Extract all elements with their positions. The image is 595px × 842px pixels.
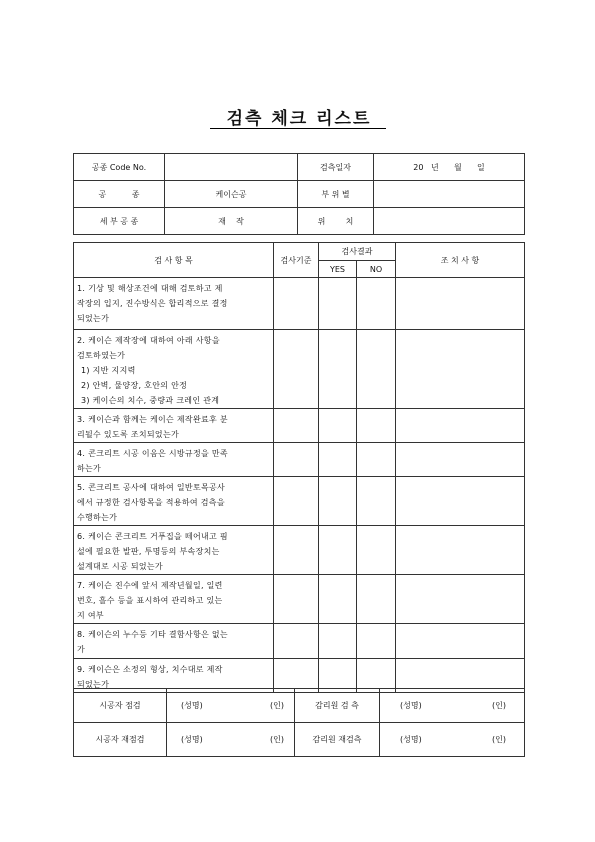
checklist-item-line: 지 여부 — [77, 611, 104, 620]
no-cell[interactable] — [357, 624, 396, 659]
checklist-item — [74, 409, 274, 443]
standard-cell[interactable] — [274, 624, 319, 659]
work-label — [74, 181, 165, 208]
yes-cell[interactable] — [319, 409, 357, 443]
standard-cell[interactable] — [274, 443, 319, 477]
seal: (인) — [492, 735, 506, 744]
checklist-row — [74, 278, 525, 330]
work-value[interactable]: 케이슨공 — [165, 181, 298, 208]
header-result: 검사결과 — [319, 243, 396, 261]
checklist-item-line: 9. 케이슨은 소정의 형상, 치수대로 제작 — [77, 665, 223, 674]
checklist-item-line: 검토하였는가 — [77, 351, 126, 360]
part-value[interactable] — [374, 181, 525, 208]
checklist-item-line: 되었는가 — [77, 314, 110, 323]
contractor-recheck-sign[interactable] — [167, 723, 295, 757]
header-action: 조 치 사 항 — [396, 243, 525, 278]
sign-table — [73, 688, 525, 757]
no-cell[interactable] — [357, 477, 396, 526]
checklist-item-line: 번호, 흘수 등을 표시하여 관리하고 있는 — [77, 596, 223, 605]
checklist-header-row — [74, 243, 525, 261]
no-cell[interactable] — [357, 409, 396, 443]
standard-cell[interactable] — [274, 575, 319, 624]
sign-name: (성명) — [181, 701, 203, 710]
contractor-check-sign[interactable] — [167, 689, 295, 723]
supervisor-reinspect-label: 감리원 재검측 — [295, 723, 380, 757]
info-table — [73, 153, 525, 235]
checklist-item-line: 설에 필요한 발판, 투명등의 부속장치는 — [77, 547, 220, 556]
header-no: NO — [357, 261, 396, 278]
action-cell[interactable] — [396, 330, 525, 409]
action-cell[interactable] — [396, 624, 525, 659]
checklist-item-line: 되었는가 — [77, 680, 110, 689]
yes-cell[interactable] — [319, 575, 357, 624]
no-cell[interactable] — [357, 278, 396, 330]
action-cell[interactable] — [396, 526, 525, 575]
standard-cell[interactable] — [274, 526, 319, 575]
checklist-item — [74, 278, 274, 330]
sign-row-2 — [74, 723, 525, 757]
checklist-item-line: 2. 케이슨 제작장에 대하여 아래 사항을 — [77, 336, 220, 345]
checklist-item-line: 6. 케이슨 콘크리트 거푸집을 떼어내고 핌 — [77, 532, 228, 541]
checklist-item-line: 1. 기상 및 해상조건에 대해 검토하고 제 — [77, 284, 223, 293]
sign-name: (성명) — [400, 701, 422, 710]
checklist-item-line: 리될수 있도록 조치되었는가 — [77, 430, 180, 439]
checklist-item-line: 5. 콘크리트 공사에 대하여 일반토목공사 — [77, 483, 226, 492]
no-cell[interactable] — [357, 526, 396, 575]
yes-cell[interactable] — [319, 624, 357, 659]
checklist-item — [74, 477, 274, 526]
contractor-recheck-label: 시공자 재점검 — [74, 723, 167, 757]
no-cell[interactable] — [357, 443, 396, 477]
info-row-work — [74, 181, 525, 208]
location-label-text: 위 치 — [317, 216, 354, 226]
detail-value-text: 재 작 — [218, 216, 244, 226]
date-value-text: 20 년 월 일 — [413, 162, 485, 172]
no-cell[interactable] — [357, 330, 396, 409]
checklist-item — [74, 575, 274, 624]
action-cell[interactable] — [396, 409, 525, 443]
action-cell[interactable] — [396, 278, 525, 330]
yes-cell[interactable] — [319, 526, 357, 575]
header-item: 검 사 항 목 — [74, 243, 274, 278]
supervisor-inspect-sign[interactable] — [380, 689, 525, 723]
yes-cell[interactable] — [319, 477, 357, 526]
sign-name: (성명) — [181, 735, 203, 744]
header-standard: 검사기준 — [274, 243, 319, 278]
standard-cell[interactable] — [274, 278, 319, 330]
detail-label: 세 부 공 종 — [74, 208, 165, 235]
date-label: 검측일자 — [298, 154, 374, 181]
checklist-row — [74, 477, 525, 526]
checklist-item-line: 설계대로 시공 되었는가 — [77, 562, 163, 571]
seal: (인) — [270, 735, 284, 744]
checklist-table — [73, 242, 525, 693]
checklist-item-line: 가 — [77, 645, 86, 654]
checklist-item-line: 작장의 입지, 진수방식은 합리적으로 결정 — [77, 299, 228, 308]
checklist-item-line: 수행하는가 — [77, 513, 118, 522]
checklist-item-line: 3) 케이슨의 치수, 중량과 크레인 관계 — [81, 396, 220, 405]
work-label-text: 공 종 — [98, 189, 140, 199]
header-yes: YES — [319, 261, 357, 278]
action-cell[interactable] — [396, 575, 525, 624]
yes-cell[interactable] — [319, 330, 357, 409]
action-cell[interactable] — [396, 443, 525, 477]
checklist-item — [74, 624, 274, 659]
checklist-item-line: 2) 안벽, 물양장, 호안의 안정 — [81, 381, 188, 390]
detail-value[interactable] — [165, 208, 298, 235]
location-value[interactable] — [374, 208, 525, 235]
checklist-item — [74, 330, 274, 409]
seal: (인) — [270, 701, 284, 710]
checklist-body — [74, 278, 525, 693]
checklist-row — [74, 624, 525, 659]
checklist-item-line: 4. 콘크리트 시공 이음은 시방규정을 만족 — [77, 449, 228, 458]
supervisor-inspect-label: 감리원 검 측 — [295, 689, 380, 723]
contractor-check-label: 시공자 점검 — [74, 689, 167, 723]
code-label: 공종 Code No. — [74, 154, 165, 181]
checklist-row — [74, 526, 525, 575]
standard-cell[interactable] — [274, 477, 319, 526]
standard-cell[interactable] — [274, 409, 319, 443]
sign-row-1 — [74, 689, 525, 723]
checklist-item-line: 에서 규정한 검사항목을 적용하여 검측을 — [77, 498, 225, 507]
checklist-item — [74, 526, 274, 575]
info-row-code — [74, 154, 525, 181]
checklist-row — [74, 409, 525, 443]
checklist-item-line: 1) 지반 지지력 — [81, 366, 136, 375]
code-value[interactable] — [165, 154, 298, 181]
checklist-row — [74, 330, 525, 409]
checklist-item-line: 8. 케이슨의 누수등 기타 결함사항은 없는 — [77, 630, 228, 639]
yes-cell[interactable] — [319, 278, 357, 330]
checklist-row — [74, 575, 525, 624]
sign-name: (성명) — [400, 735, 422, 744]
seal: (인) — [492, 701, 506, 710]
supervisor-reinspect-sign[interactable] — [380, 723, 525, 757]
info-row-detail — [74, 208, 525, 235]
checklist-item-line: 3. 케이슨과 함께는 케이슨 제작완료후 분 — [77, 415, 228, 424]
checklist-item — [74, 443, 274, 477]
yes-cell[interactable] — [319, 443, 357, 477]
checklist-item-line: 하는가 — [77, 464, 102, 473]
location-label — [298, 208, 374, 235]
page-title: 검측 체크 리스트 — [226, 109, 372, 129]
checklist-row — [74, 443, 525, 477]
title-underline — [210, 128, 386, 129]
action-cell[interactable] — [396, 477, 525, 526]
no-cell[interactable] — [357, 575, 396, 624]
part-label: 부 위 별 — [298, 181, 374, 208]
date-value[interactable] — [374, 154, 525, 181]
standard-cell[interactable] — [274, 330, 319, 409]
checklist-item-line: 7. 케이슨 진수에 앞서 제작년월일, 일련 — [77, 581, 223, 590]
